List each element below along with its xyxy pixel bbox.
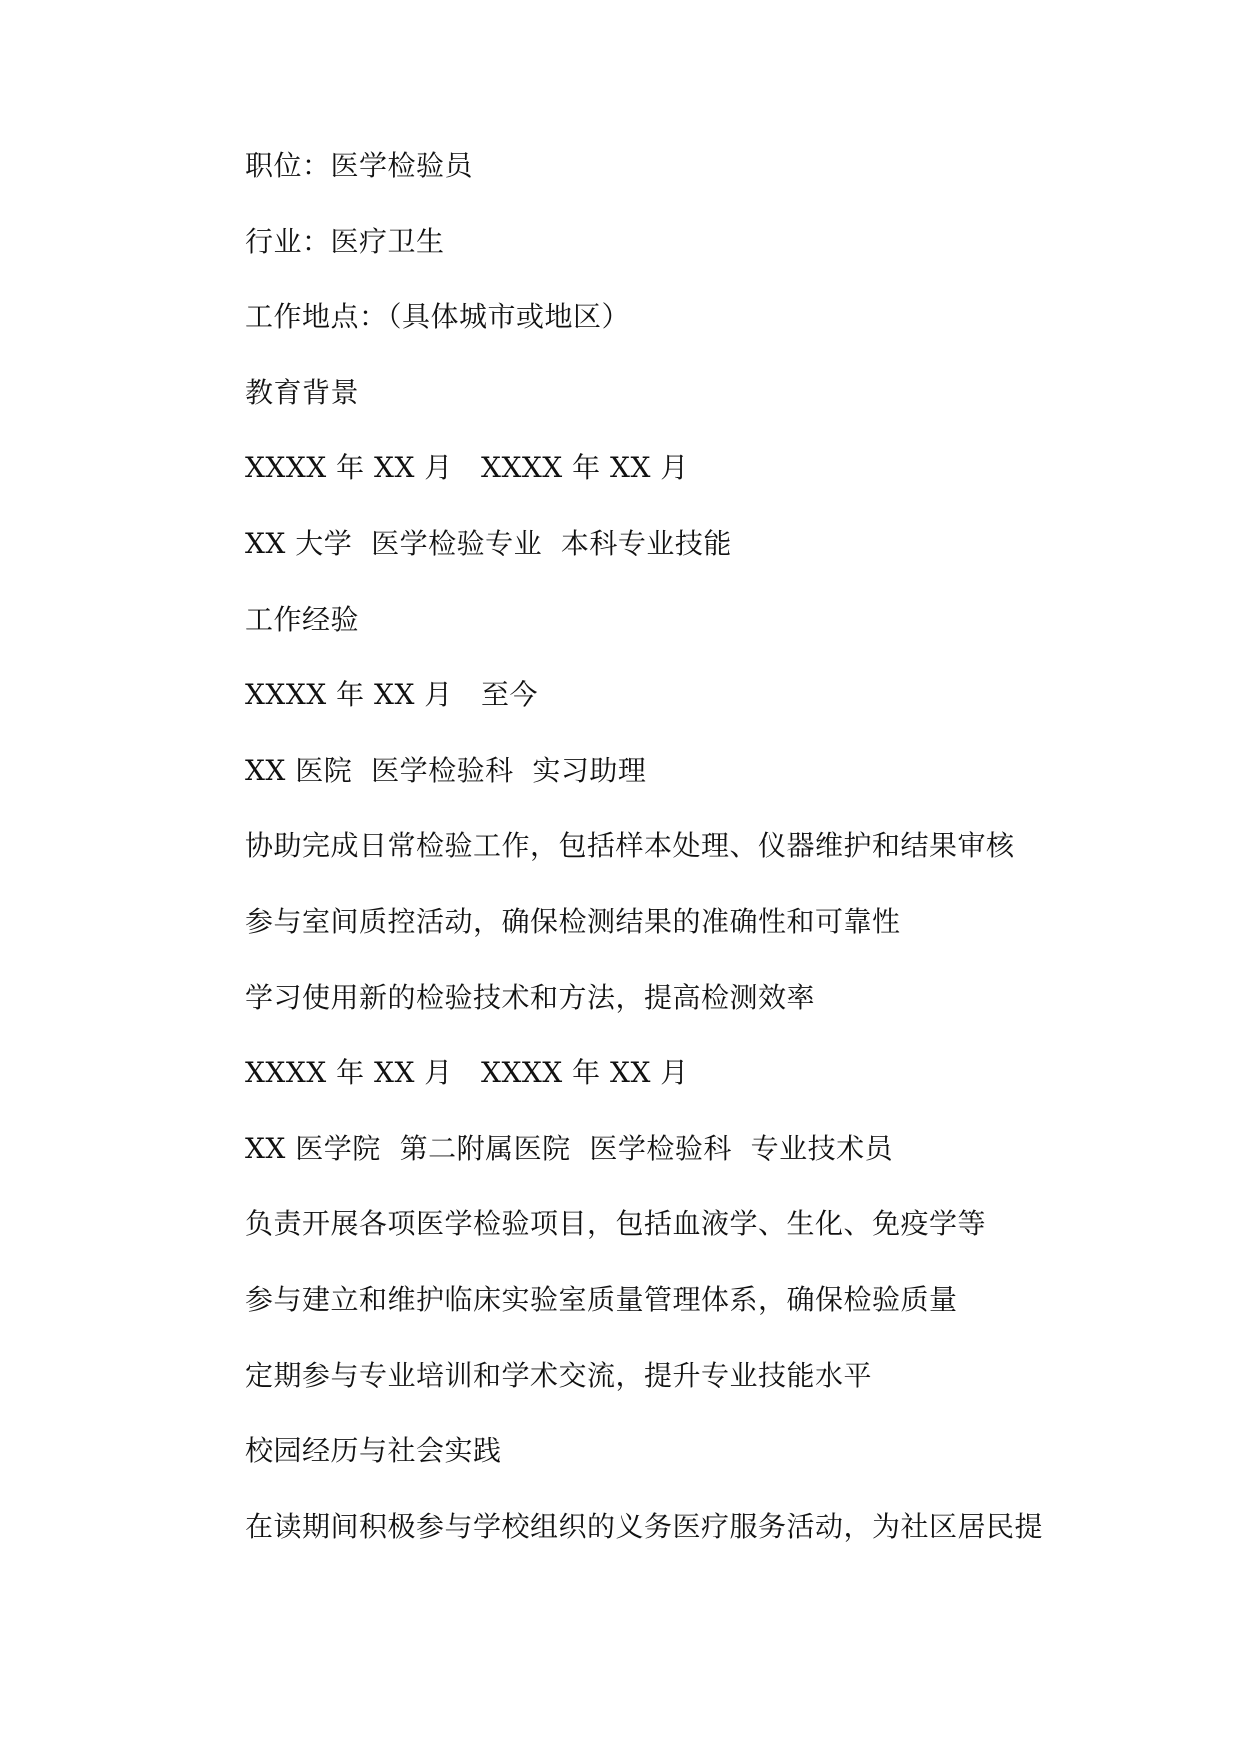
experience-1-duty: 协助完成日常检验工作，包括样本处理、仪器维护和结果审核 (245, 829, 1015, 863)
experience-2-org: XX 医学院 第二附属医院 医学检验科 专业技术员 (245, 1131, 894, 1165)
campus-detail-line: 在读期间积极参与学校组织的义务医疗服务活动，为社区居民提 (245, 1509, 1044, 1543)
work-location-line: 工作地点：（具体城市或地区） (245, 300, 631, 334)
experience-1-dates: XXXX 年 XX 月 至今 (245, 678, 539, 712)
experience-1-org: XX 医院 医学检验科 实习助理 (245, 753, 647, 787)
education-heading: 教育背景 (245, 375, 360, 409)
campus-heading: 校园经历与社会实践 (245, 1434, 502, 1468)
document-body (245, 146, 1125, 1582)
education-dates: XXXX 年 XX 月 XXXX 年 XX 月 (245, 451, 689, 485)
experience-heading: 工作经验 (245, 602, 360, 636)
experience-2-dates: XXXX 年 XX 月 XXXX 年 XX 月 (245, 1056, 689, 1090)
experience-2-duty: 参与建立和维护临床实验室质量管理体系，确保检验质量 (245, 1282, 958, 1316)
experience-1-duty: 参与室间质控活动，确保检测结果的准确性和可靠性 (245, 904, 901, 938)
education-detail: XX 大学 医学检验专业 本科专业技能 (245, 526, 732, 560)
experience-2-duty: 定期参与专业培训和学术交流，提升专业技能水平 (245, 1358, 873, 1392)
industry-line: 行业：医疗卫生 (245, 224, 445, 258)
experience-2-duty: 负责开展各项医学检验项目，包括血液学、生化、免疫学等 (245, 1207, 987, 1241)
experience-1-duty: 学习使用新的检验技术和方法，提高检测效率 (245, 980, 816, 1014)
job-title-line: 职位：医学检验员 (245, 149, 474, 182)
